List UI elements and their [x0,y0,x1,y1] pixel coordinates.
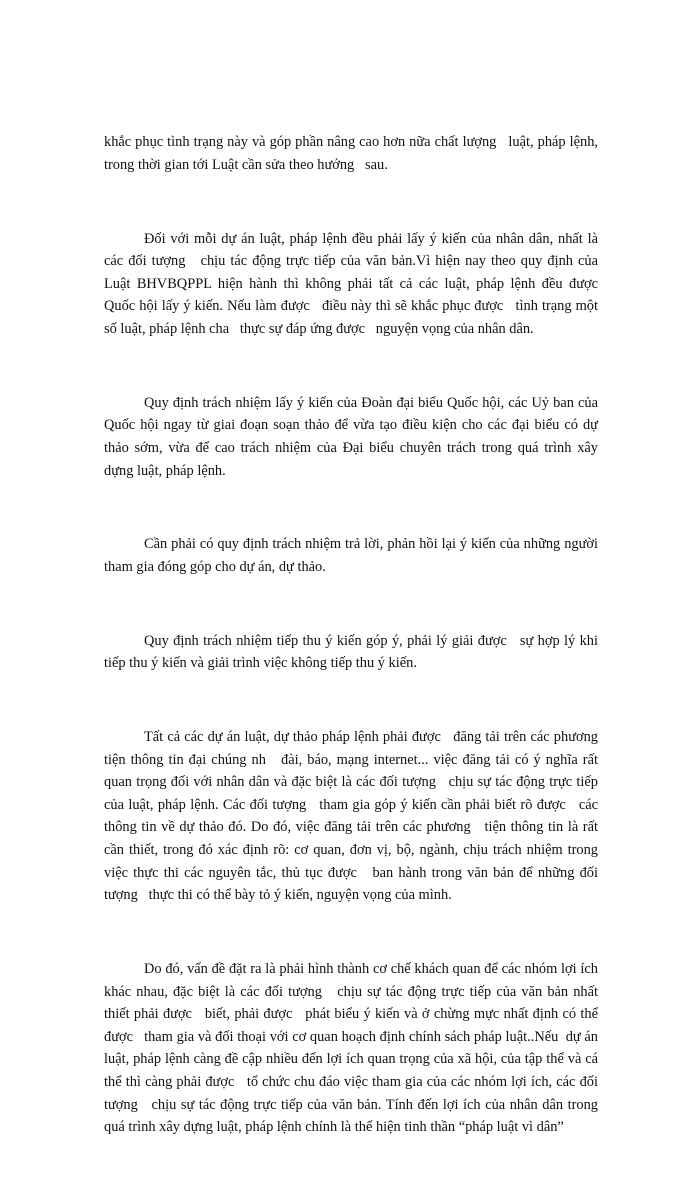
document-body [104,86,609,1190]
paragraph-accept-opinions: Quy định trách nhiệm tiếp thu ý kiến góp ý, phải lý giải được sự hợp lý khi tiếp thu ý kiến và giải trình việc không tiếp thu ý kiến. [104,632,602,672]
paragraph-delegation-responsibility: Quy định trách nhiệm lấy ý kiến của Đoàn đại biểu Quốc hội, các Uỷ ban của Quốc hội ngay từ giai đoạn soạn thảo để vừa tạo điều kiện cho các đại biểu có dự thảo sớm, vừa để cao trách nhiệm của Đại biểu chuyên trách trong quá trình xây dựng luật, pháp lệnh. [104,394,602,479]
paragraph-conclusion: Do đó, vấn đề đặt ra là phải hình thành cơ chế khách quan để các nhóm lợi ích khác nhau, đặc biệt là các đối tượng chịu sự tác động trực tiếp của văn bản nhất thiết phải được biết, phải được phát biểu ý kiến và ở chừng mực nhất định có thể được tham gia và đối thoại với cơ quan hoạch định chính sách pháp luật..Nếu dự án luật, pháp lệnh càng đề cập nhiều đến lợi ích quan trọng của xã hội, của tập thể và cá thể thì càng phải được tổ chức chu đáo việc tham gia của các nhóm lợi ích, các đối tượng chịu sự tác động trực tiếp của văn bản. Tính đến lợi ích của nhân dân trong quá trình xây dựng luật, pháp lệnh chính là thể hiện tinh thần “pháp luật vì dân” [104,960,602,1136]
paragraph-public-opinion: Đối với mỗi dự án luật, pháp lệnh đều phải lấy ý kiến của nhân dân, nhất là các đối tượng chịu tác động trực tiếp của văn bản.Vì hiện nay theo quy định của Luật BHVBQPPL hiện hành thì không phải tất cả các luật, pháp lệnh đều được Quốc hội lấy ý kiến. Nếu làm được điều này thì sẽ khắc phục được tình trạng một số luật, pháp lệnh cha thực sự đáp ứng được nguyện vọng của nhân dân. [104,230,609,337]
paragraph-publish-media: Tất cả các dự án luật, dự thảo pháp lệnh phải được đăng tải trên các phương tiện thông tin đại chúng nh đài, báo, mạng internet... việc đăng tải có ý nghĩa rất quan trọng đối với nhân dân và đặc biệt là các đối tượng chịu sự tác động trực tiếp của luật, pháp lệnh. Các đối tượng tham gia góp ý kiến cần phải biết rõ được các thông tin về dự thảo đó. Do đó, việc đăng tải trên các phương tiện thông tin là rất cần thiết, trong đó xác định rõ: cơ quan, đơn vị, bộ, ngành, chịu trách nhiệm trong việc thực thi các nguyên tắc, thủ tục được ban hành trong văn bản để những đối tượng thực thi có thể bày tỏ ý kiến, nguyện vọng của mình. [104,729,609,904]
paragraph-response-feedback: Cần phải có quy định trách nhiệm trả lời, phản hồi lại ý kiến của những người tham gia đóng góp cho dự án, dự thảo. [104,536,609,575]
paragraph-continuation: khắc phục tình trạng này và góp phần nâng cao hơn nữa chất lượng luật, pháp lệnh, trong thời gian tới Luật cần sửa theo hướng sau. [104,134,602,173]
